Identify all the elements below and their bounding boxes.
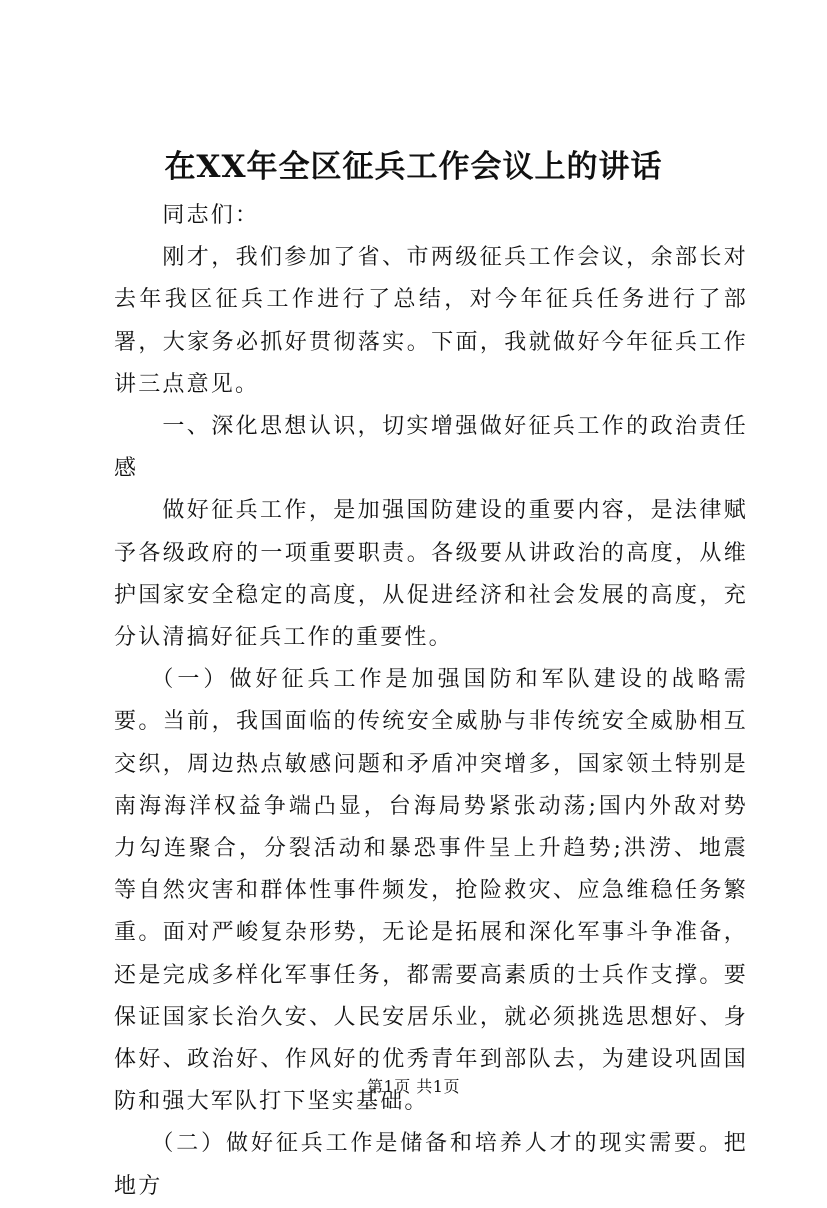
section-heading-1: 一、深化思想认识，切实增强做好征兵工作的政治责任感 bbox=[114, 414, 748, 482]
page-footer: 第1页 共1页 bbox=[367, 1077, 460, 1096]
paragraph-opening: 刚才，我们参加了省、市两级征兵工作会议，余部长对去年我区征兵工作进行了总结，对今年征兵任务进行了部署，大家务必抓好贯彻落实。下面，我就做好今年征兵工作讲三点意见。 bbox=[114, 245, 748, 397]
document-body bbox=[114, 195, 748, 1208]
paragraph-section-1-intro: 做好征兵工作，是加强国防建设的重要内容，是法律赋予各级政府的一项重要职责。各级要从讲政治的高度，从维护国家安全稳定的高度，从促进经济和社会发展的高度，充分认清搞好征兵工作的重要性。 bbox=[114, 498, 748, 651]
paragraph-point-1: （一）做好征兵工作是加强国防和军队建设的战略需要。当前，我国面临的传统安全威胁与非传统安全威胁相互交织，周边热点敏感问题和矛盾冲突增多，国家领土特别是南海海洋权益争端凸显，台海局势紧张动荡;国内外敌对势力勾连聚合，分裂活动和暴恐事件呈上升趋势;洪涝、地震等自然灾害和群体性事件频发，抢险救灾、应急维稳任务繁重。面对严峻复杂形势，无论是拓展和深化军事斗争准备，还是完成多样化军事任务，都需要高素质的士兵作支撑。要保证国家长治久安、人民安居乐业，就必须挑选思想好、身体好、政治好、作风好的优秀青年到部队去，为建设巩固国防和强大军队打下坚实基础。 bbox=[114, 667, 748, 1115]
document-title: 在XX年全区征兵工作会议上的讲话 bbox=[164, 149, 663, 185]
paragraph-point-2: （二）做好征兵工作是储备和培养人才的现实需要。把地方 bbox=[114, 1131, 748, 1199]
salutation: 同志们： bbox=[162, 203, 260, 228]
